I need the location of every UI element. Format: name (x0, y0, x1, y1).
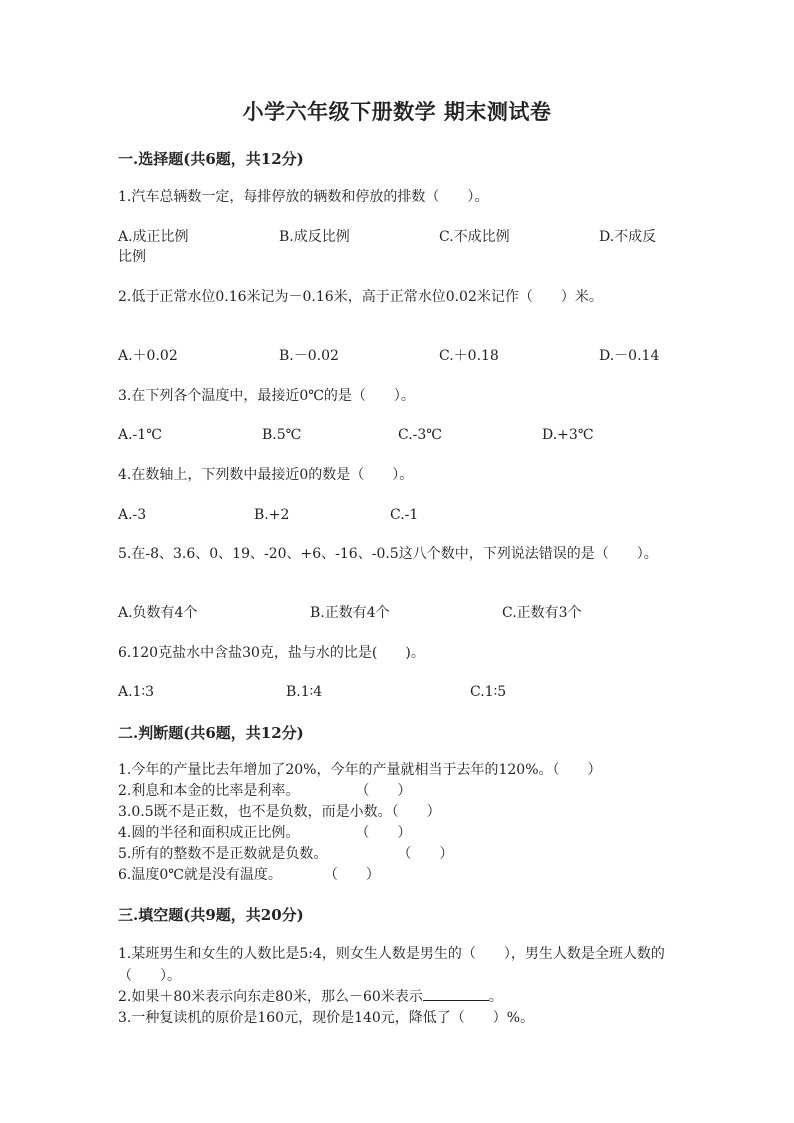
judge-item-4: 4.圆的半径和面积成正比例。 （ ） (118, 825, 412, 841)
section-heading-fill: 三.填空题(共9题，共20分) (118, 906, 304, 924)
answer-blank (423, 986, 489, 1001)
q4-option-c: C.-1 (390, 507, 419, 523)
judge-item-2: 2.利息和本金的比率是利率。 （ ） (118, 783, 412, 799)
judge-item-3: 3.0.5既不是正数，也不是负数，而是小数。（ ） (118, 804, 441, 820)
fill-item-3: 3.一种复读机的原价是160元，现价是140元，降低了（ ）%。 (118, 1010, 535, 1026)
q1-option-b: B.成反比例 (279, 229, 350, 245)
q5-option-c: C.正数有3个 (502, 605, 582, 621)
fill-item-2-tail: 。 (488, 989, 503, 1005)
page-title: 小学六年级下册数学 期末测试卷 (242, 99, 552, 124)
fill-item-1: 1.某班男生和女生的人数比是5:4，则女生人数是男生的（ ），男生人数是全班人数的（ ）。 (118, 946, 665, 984)
q1-option-d-wrap: 比例 (118, 249, 146, 265)
fill-item-2 (118, 986, 678, 1008)
q5-option-a: A.负数有4个 (118, 605, 198, 621)
q2-option-d: D.－0.14 (599, 348, 660, 364)
judge-item-1: 1.今年的产量比去年增加了20%，今年的产量就相当于去年的120%。（ ） (118, 762, 602, 778)
q6-option-c: C.1∶5 (470, 684, 507, 700)
judge-item-5: 5.所有的整数不是正数就是负数。 （ ） (118, 846, 454, 862)
q3-option-c: C.-3℃ (398, 427, 442, 443)
q4-option-b: B.+2 (254, 507, 290, 523)
q3-option-d: D.+3℃ (542, 427, 594, 443)
q2-option-a: A.＋0.02 (118, 348, 178, 364)
q6-option-b: B.1∶4 (286, 684, 323, 700)
fill-item-2-text: 2.如果＋80米表示向东走80米，那么－60米表示 (118, 989, 423, 1005)
q2-option-c: C.＋0.18 (439, 348, 499, 364)
q1-option-c: C.不成比例 (439, 229, 510, 245)
q4-option-a: A.-3 (118, 507, 147, 523)
section-heading-judge: 二.判断题(共6题，共12分) (118, 724, 304, 742)
choice-question-3: 3.在下列各个温度中，最接近0℃的是（ ）。 (118, 388, 415, 404)
judge-item-6: 6.温度0℃就是没有温度。 （ ） (118, 867, 380, 883)
q1-option-d: D.不成反 (599, 229, 657, 245)
choice-question-5: 5.在-8、3.6、0、19、-20、+6、-16、-0.5这八个数中，下列说法错误的是（ ）。 (118, 546, 658, 562)
q3-option-b: B.5℃ (262, 427, 302, 443)
q1-option-a: A.成正比例 (118, 229, 189, 245)
choice-question-1: 1.汽车总辆数一定，每排停放的辆数和停放的排数（ ）。 (118, 189, 489, 205)
q6-option-a: A.1∶3 (118, 684, 155, 700)
choice-question-6: 6.120克盐水中含盐30克，盐与水的比是( )。 (118, 645, 425, 661)
q3-option-a: A.-1℃ (118, 427, 162, 443)
choice-question-4: 4.在数轴上，下列数中最接近0的数是（ ）。 (118, 467, 414, 483)
choice-question-2: 2.低于正常水位0.16米记为－0.16米，高于正常水位0.02米记作（ ）米。 (118, 289, 603, 305)
q2-option-b: B.－0.02 (279, 348, 339, 364)
q5-option-b: B.正数有4个 (310, 605, 390, 621)
section-heading-choice: 一.选择题(共6题，共12分) (118, 150, 304, 168)
